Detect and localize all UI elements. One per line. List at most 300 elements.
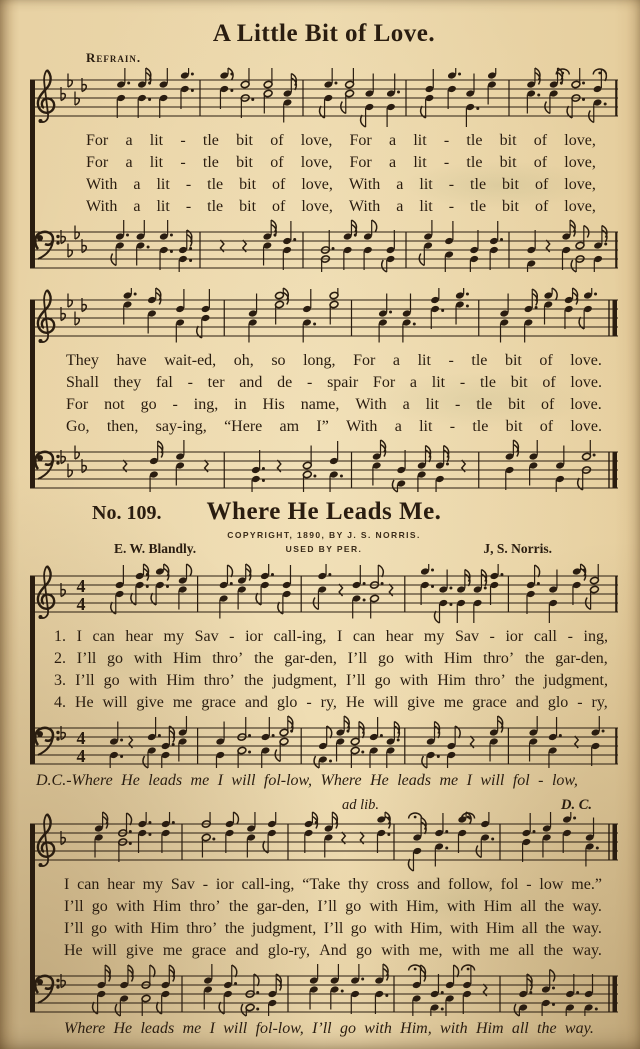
lyric-word: ter xyxy=(207,374,225,391)
lyric-word: - xyxy=(185,176,192,193)
lyric-word: long, xyxy=(303,352,336,369)
bass-clef-icon xyxy=(35,976,59,1003)
lyric-word: call-ing, xyxy=(241,876,295,893)
lyric-word: the xyxy=(545,920,565,937)
song2-author-music: J, S. Norris. xyxy=(483,541,552,556)
lyric-word: bit xyxy=(236,154,253,171)
lyric-line xyxy=(64,896,602,918)
lyric-word: will xyxy=(373,694,399,711)
lyric-line xyxy=(86,130,596,152)
lyric-word: tle xyxy=(466,132,483,149)
lyric-word: He xyxy=(113,1020,133,1037)
lyric-line xyxy=(66,372,602,394)
lyric-word: of xyxy=(534,198,549,215)
music-system-4 xyxy=(30,797,618,1018)
lyric-word: with xyxy=(133,650,163,667)
lyric-word: of xyxy=(534,176,549,193)
lyric-word: am xyxy=(279,418,300,435)
lyric-word: with xyxy=(451,942,481,959)
lyric-word: - xyxy=(577,694,583,711)
lyric-word: lit xyxy=(413,132,427,149)
song2-first-bass-staff xyxy=(30,714,618,770)
lyric-word: the xyxy=(514,672,535,689)
lyric-word: love. xyxy=(570,352,602,369)
lyric-word: of xyxy=(272,198,286,215)
lyric-word: I’ll xyxy=(323,920,344,937)
lyric-word: I’ll xyxy=(346,672,366,689)
song2-copyright: COPYRIGHT, 1890, BY J. S. NORRIS. xyxy=(227,530,421,540)
system-accolade-bar xyxy=(30,300,35,488)
lyric-word: wait-ed, xyxy=(164,352,217,369)
lyric-word: gar-den, xyxy=(284,650,337,667)
lyric-word: love, xyxy=(301,176,333,193)
time-signature xyxy=(77,576,86,614)
svg-text:4: 4 xyxy=(76,576,86,596)
lyric-word: bit xyxy=(499,154,517,171)
lyric-word: fol-low, xyxy=(255,1020,304,1037)
lyric-word: a xyxy=(388,132,397,149)
lyric-word: my xyxy=(142,876,164,893)
lyric-word: go xyxy=(377,650,394,667)
lyric-word: me xyxy=(182,1020,202,1037)
lyric-word: low, xyxy=(551,772,578,789)
lyric-word: thro’ xyxy=(483,650,515,667)
lyric-word: bit xyxy=(504,352,522,369)
lyric-word: glo-ry, xyxy=(267,942,310,959)
refrain-label: Refrain. xyxy=(86,50,142,65)
lyric-word: a xyxy=(402,396,410,413)
song1-second-treble-staff xyxy=(30,286,618,350)
lyric-word: tle xyxy=(202,154,219,171)
lyric-word: the xyxy=(243,672,264,689)
lyric-word: a xyxy=(133,176,141,193)
lyric-word: they xyxy=(113,374,142,391)
time-signature xyxy=(77,728,86,766)
lyric-word: a xyxy=(125,154,133,171)
lyric-word: me xyxy=(162,942,183,959)
lyric-word: a xyxy=(133,198,141,215)
lyric-word: of xyxy=(542,374,556,391)
treble-clef-icon xyxy=(38,290,54,343)
lyric-word: ior xyxy=(245,628,263,645)
lyric-word: hear xyxy=(107,876,135,893)
lyric-word: hear xyxy=(385,628,414,645)
lyric-word: I’ll xyxy=(312,1020,332,1037)
lyric-word: Sav xyxy=(194,628,219,645)
lyric-word: go xyxy=(91,920,107,937)
lyric-line xyxy=(66,416,602,438)
lyric-word: in xyxy=(234,396,247,413)
lyric-word: me xyxy=(489,942,510,959)
lyric-word: - xyxy=(229,628,235,645)
lyric-word: go xyxy=(339,1020,356,1037)
lyric-word: with xyxy=(381,942,410,959)
lyric-word: They xyxy=(66,352,99,369)
lyric-word: grace xyxy=(201,694,236,711)
lyric-word: with xyxy=(116,898,145,915)
lyric-word: lit xyxy=(417,352,431,369)
lyric-word: lit xyxy=(149,154,164,171)
lyric-word: can xyxy=(77,876,100,893)
lyric-word: go xyxy=(350,920,367,937)
lyric-word: I’ll xyxy=(64,898,84,915)
lyric-word: - xyxy=(448,176,455,193)
svg-text:4: 4 xyxy=(76,728,86,748)
song2-author-words: E. W. Blandly. xyxy=(114,541,197,556)
lyric-word: For xyxy=(349,154,372,171)
lyric-word: give xyxy=(407,694,435,711)
svg-text:4: 4 xyxy=(76,746,86,766)
lyric-word: Shall xyxy=(66,374,99,391)
lyric-word: way. xyxy=(564,1020,594,1037)
lyric-word: of xyxy=(533,132,548,149)
lyric-word: lit xyxy=(419,418,433,435)
lyric-word: then, xyxy=(106,418,139,435)
song1-lyrics-block-2 xyxy=(30,350,618,438)
lyric-word: me xyxy=(190,772,210,789)
lyric-word: thro’ xyxy=(474,672,506,689)
lyric-word: - xyxy=(443,132,450,149)
lyric-word: oh, xyxy=(233,352,254,369)
lyric-word: bit xyxy=(499,132,517,149)
lyric-word: I’ll xyxy=(347,650,368,667)
lyric-line xyxy=(54,692,608,714)
lyric-word: ing, xyxy=(193,396,219,413)
lyric-word: have xyxy=(116,352,147,369)
lyric-word: tle xyxy=(207,198,224,215)
lyric-word: the xyxy=(228,898,249,915)
bass-clef-icon xyxy=(35,728,59,755)
lyric-word: leads xyxy=(140,1020,175,1037)
lyric-word: my xyxy=(423,628,445,645)
lyric-line xyxy=(54,626,608,648)
lyric-word: thro’ xyxy=(189,898,221,915)
lyric-word: - xyxy=(187,374,193,391)
lyric-word: 3. xyxy=(54,672,66,689)
lyric-word: He xyxy=(370,772,389,789)
lyric-word: thro’ xyxy=(186,920,218,937)
lyric-word: For xyxy=(86,154,109,171)
lyric-word: Him xyxy=(173,650,202,667)
lyric-word: He xyxy=(345,694,365,711)
lyric-word: can xyxy=(92,628,115,645)
lyric-word: Sav xyxy=(170,876,195,893)
lyric-word: - xyxy=(180,132,186,149)
lyric-word: fol xyxy=(500,876,519,893)
lyric-word: And xyxy=(319,942,347,959)
lyric-word: - xyxy=(185,198,192,215)
lyric-word: - xyxy=(448,198,455,215)
lyric-word: - xyxy=(202,876,209,893)
lyric-word: go xyxy=(345,898,362,915)
lyric-word: go xyxy=(91,898,108,915)
lyric-word: For xyxy=(372,374,396,391)
lyric-word: go xyxy=(140,396,157,413)
lyric-word: grace xyxy=(191,942,227,959)
lyric-word: lit xyxy=(419,176,433,193)
lyric-word: lit xyxy=(425,396,439,413)
song2-title: Where He Leads Me. xyxy=(206,498,442,525)
lyric-word: all xyxy=(520,898,537,915)
lyric-word: thro’ xyxy=(203,672,235,689)
music-system-3 xyxy=(30,562,618,770)
song2-tag-line xyxy=(30,1018,618,1040)
lyric-word: I” xyxy=(316,418,329,435)
lyric-word: of xyxy=(270,154,284,171)
lyric-word: - xyxy=(449,418,456,435)
lyric-word: of xyxy=(539,418,554,435)
lyric-word: With xyxy=(346,418,378,435)
system-accolade-bar xyxy=(30,576,35,764)
lyric-word: bit xyxy=(510,374,528,391)
svg-text:4: 4 xyxy=(76,594,86,614)
bass-clef-icon xyxy=(35,232,59,259)
lyric-word: with xyxy=(449,920,479,937)
lyric-word: - xyxy=(443,154,450,171)
song1-lyrics-block-1 xyxy=(30,130,618,218)
lyric-word: with xyxy=(440,1020,468,1037)
lyric-word: With xyxy=(355,396,387,413)
lyric-word: “Here xyxy=(224,418,263,435)
lyric-word: go xyxy=(103,672,120,689)
lyric-word: my xyxy=(163,628,184,645)
lyric-word: judgment, xyxy=(272,672,337,689)
song2-verses-block xyxy=(30,626,618,714)
lyric-word: a xyxy=(125,132,133,149)
lyric-word: with xyxy=(128,672,158,689)
lyric-word: say-ing, xyxy=(155,418,207,435)
lyric-line xyxy=(64,918,602,940)
lyric-word: I xyxy=(76,628,82,645)
lyric-line xyxy=(64,940,602,962)
lyric-word: all xyxy=(518,942,535,959)
lyric-word: Him xyxy=(443,650,473,667)
lyric-word: Him xyxy=(166,672,195,689)
lyric-word: For xyxy=(353,352,376,369)
lyric-word: I’ll xyxy=(317,898,337,915)
lyric-word: cross xyxy=(376,876,410,893)
system-accolade-bar xyxy=(30,80,35,268)
lyric-word: lit xyxy=(431,374,446,391)
lyric-word: Where xyxy=(64,1020,106,1037)
lyric-word: the xyxy=(537,1020,557,1037)
lyric-word: bit xyxy=(239,198,257,215)
lyric-word: I xyxy=(64,876,70,893)
fermata-icon xyxy=(409,965,422,971)
lyric-line xyxy=(86,196,596,218)
lyric-word: - xyxy=(567,628,573,645)
lyric-word: love, xyxy=(301,198,333,215)
lyric-word: love, xyxy=(564,154,596,171)
lyric-word: tle xyxy=(471,352,488,369)
lyric-word: the xyxy=(224,920,245,937)
lyric-word: give xyxy=(136,694,164,711)
lyric-word: and xyxy=(515,694,539,711)
lyric-line xyxy=(66,350,602,372)
lyric-word: a xyxy=(409,374,418,391)
song2-dc-refrain-line xyxy=(30,770,618,792)
fermata-icon xyxy=(409,813,422,819)
lyric-word: Him xyxy=(437,672,466,689)
performance-labels-row xyxy=(30,797,618,811)
lyric-word: - xyxy=(306,694,312,711)
lyric-word: with xyxy=(369,898,398,915)
lyric-word: call-ing, xyxy=(273,628,327,645)
lyric-word: leads xyxy=(397,772,431,789)
lyric-word: I xyxy=(209,1020,215,1037)
song1-second-bass-staff xyxy=(30,438,618,494)
lyric-word: - xyxy=(538,772,544,789)
lyric-word: “Take xyxy=(302,876,341,893)
notes xyxy=(109,716,604,768)
lyric-word: lit xyxy=(156,176,170,193)
treble-clef-icon xyxy=(38,566,54,619)
lyric-word: bit xyxy=(236,132,253,149)
lyric-word: leads xyxy=(148,772,183,789)
lyric-word: can xyxy=(352,628,376,645)
lyric-word: With xyxy=(348,198,381,215)
lyric-word: ior xyxy=(215,876,234,893)
notes xyxy=(123,440,595,492)
lyric-word: the xyxy=(544,898,565,915)
song2-header xyxy=(30,498,618,558)
lyric-word: go xyxy=(374,672,391,689)
bass-clef-icon xyxy=(35,452,59,479)
lyric-line xyxy=(66,394,602,416)
lyric-word: hear xyxy=(125,628,153,645)
lyric-word: 2. xyxy=(54,650,66,667)
lyric-word: not xyxy=(104,396,125,413)
lyric-word: de xyxy=(277,374,293,391)
lyric-word: With xyxy=(348,176,381,193)
lyric-word: me xyxy=(443,694,464,711)
lyric-word: - xyxy=(526,876,532,893)
lyric-word: For xyxy=(349,132,372,149)
song2-lyrics-block-2 xyxy=(30,874,618,962)
lyric-word: me.” xyxy=(571,876,602,893)
lyric-word: fol xyxy=(512,772,530,789)
lyric-word: He xyxy=(121,772,140,789)
lyric-word: love, xyxy=(564,132,596,149)
lyric-word: With xyxy=(86,176,118,193)
lyric-word: tle xyxy=(476,396,493,413)
lyric-word: lit xyxy=(156,198,170,215)
lyric-word: fal xyxy=(155,374,173,391)
lyric-word: love, xyxy=(564,198,596,215)
lyric-word: gar-den, xyxy=(555,650,608,667)
lyric-word: of xyxy=(272,176,286,193)
lyric-word: - xyxy=(172,396,178,413)
lyric-word: Sav xyxy=(454,628,479,645)
lyric-line xyxy=(64,874,602,896)
lyric-word: tle xyxy=(207,176,224,193)
lyric-word: tle xyxy=(466,154,483,171)
lyric-word: follow, xyxy=(448,876,493,893)
lyric-word: of xyxy=(540,396,555,413)
lyric-word: D.C.-Where xyxy=(36,772,113,789)
lyric-word: - xyxy=(306,374,313,391)
lyric-word: tle xyxy=(202,132,219,149)
lyric-word: with xyxy=(114,920,143,937)
lyric-word: go xyxy=(107,650,124,667)
lyric-word: tle xyxy=(479,374,496,391)
lyric-word: a xyxy=(388,154,397,171)
lyric-word: of xyxy=(270,132,284,149)
lyric-word: a xyxy=(396,198,404,215)
lyric-word: a xyxy=(392,352,401,369)
fermata-icon xyxy=(462,965,475,971)
song2-first-treble-staff xyxy=(30,562,618,626)
lyric-word: With xyxy=(86,198,118,215)
lyric-word: tle xyxy=(470,198,487,215)
lyric-word: and xyxy=(244,694,269,711)
lyric-line xyxy=(54,648,608,670)
lyric-word: tle xyxy=(470,176,487,193)
lyric-word: judgment, xyxy=(543,672,608,689)
lyric-word: I xyxy=(336,628,343,645)
lyric-word: bit xyxy=(502,198,519,215)
lyric-word: will xyxy=(223,1020,248,1037)
lyric-word: so xyxy=(271,352,286,369)
lyric-word: - xyxy=(459,374,466,391)
lyric-word: give xyxy=(126,942,154,959)
notes xyxy=(111,220,607,272)
system-accolade-bar xyxy=(30,824,35,1012)
lyric-word: the xyxy=(543,942,564,959)
lyric-line xyxy=(86,152,596,174)
lyric-word: and xyxy=(239,374,263,391)
lyric-word: He xyxy=(74,694,94,711)
lyric-word: 1. xyxy=(54,628,66,645)
lyric-word: a xyxy=(394,418,402,435)
lyric-word: - xyxy=(448,352,454,369)
lyric-word: name, xyxy=(300,396,340,413)
lyric-word: bit xyxy=(505,418,523,435)
lyric-word: a xyxy=(396,176,404,193)
lyric-word: way. xyxy=(572,942,602,959)
lyric-word: tle xyxy=(472,418,489,435)
lyric-word: Go, xyxy=(66,418,90,435)
lyric-word: Him xyxy=(152,898,182,915)
lyric-word: glo xyxy=(547,694,569,711)
ad-lib-label: ad lib. xyxy=(342,797,380,813)
lyric-word: the xyxy=(254,650,274,667)
lyric-word: all xyxy=(511,1020,529,1037)
song2-number: No. 109. xyxy=(92,502,162,524)
lyric-word: Him, xyxy=(410,920,443,937)
lyric-word: - xyxy=(489,628,495,645)
music-system-2 xyxy=(30,286,618,494)
lyric-word: love. xyxy=(570,396,602,413)
lyric-word: with xyxy=(399,672,429,689)
lyric-word: with xyxy=(364,1020,392,1037)
lyric-word: all xyxy=(521,920,538,937)
lyric-word: love, xyxy=(564,176,596,193)
lyric-word: ry, xyxy=(320,694,337,711)
lyric-word: me xyxy=(172,694,193,711)
lyric-word: I’ll xyxy=(75,672,95,689)
lyric-word: grace xyxy=(472,694,507,711)
lyric-word: I xyxy=(217,772,223,789)
song2-second-bass-staff xyxy=(30,962,618,1018)
lyric-word: He xyxy=(64,942,83,959)
lyric-word: Him xyxy=(485,920,515,937)
song1-title: A Little Bit of Love. xyxy=(212,20,436,47)
lyric-word: Him xyxy=(150,920,179,937)
lyric-word: love. xyxy=(570,418,602,435)
lyric-word: judgment, xyxy=(251,920,317,937)
lyric-word: I’ll xyxy=(64,920,84,937)
